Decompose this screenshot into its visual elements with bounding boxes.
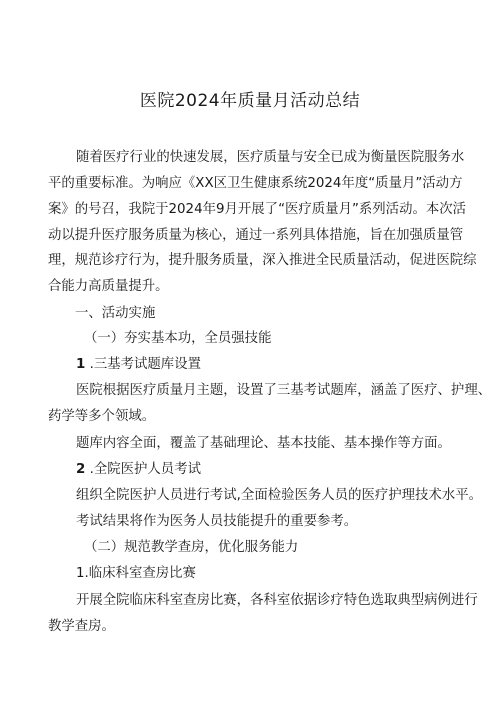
subsection-heading-1: （一）夯实基本功，全员强技能 [84, 331, 272, 346]
item-number-1: 1 [76, 357, 86, 372]
intro-line-2: 平的重要标准。为响应《XX区卫生健康系统2024年度“质量月”活动方 [48, 176, 463, 191]
intro-line-4: 动以提升医疗服务质量为核心，通过一系列具体措施，旨在加强质量管 [48, 228, 464, 243]
item-heading-1 [76, 353, 201, 372]
intro-line-5: 理，规范诊疗行为，提升服务质量，深入推进全民质量活动，促进医院综 [48, 253, 477, 268]
intro-line-3: 案》的号召，我院于2024年9月开展了“医疗质量月”系列活动。本次活 [48, 202, 467, 217]
subsection-heading-2: （二）规范教学查房，优化服务能力 [84, 540, 299, 555]
item-title-2: .全院医护人员考试 [89, 462, 201, 477]
section-heading-1: 一、活动实施 [75, 306, 156, 321]
item-heading-2 [76, 458, 201, 477]
document-title: 医院2024年质量月活动总结 [139, 91, 361, 111]
item1-paragraph-1-line-2: 药学等多个领域。 [48, 409, 156, 424]
item3-paragraph-1-line-2: 教学查房。 [48, 619, 115, 634]
item1-paragraph-1-line-1: 医院根据医疗质量月主题，设置了三基考试题库，涵盖了医疗、护理、 [76, 383, 492, 398]
item-number-2: 2 [76, 462, 86, 477]
intro-line-1: 随着医疗行业的快速发展，医疗质量与安全已成为衡量医院服务水 [76, 150, 465, 165]
item-title-1: .三基考试题库设置 [89, 357, 201, 372]
item2-paragraph-2: 考试结果将作为医务人员技能提升的重要参考。 [76, 514, 358, 529]
item2-paragraph-1: 组织全院医护人员进行考试,全面检验医务人员的医疗护理技术水平。 [76, 488, 482, 503]
intro-line-6: 合能力高质量提升。 [48, 279, 169, 294]
item1-paragraph-2: 题库内容全面，覆盖了基础理论、基本技能、基本操作等方面。 [76, 436, 451, 451]
item3-paragraph-1-line-1: 开展全院临床科室查房比赛，各科室依据诊疗特色选取典型病例进行 [76, 593, 478, 608]
item-heading-3: 1.临床科室查房比赛 [76, 566, 196, 581]
